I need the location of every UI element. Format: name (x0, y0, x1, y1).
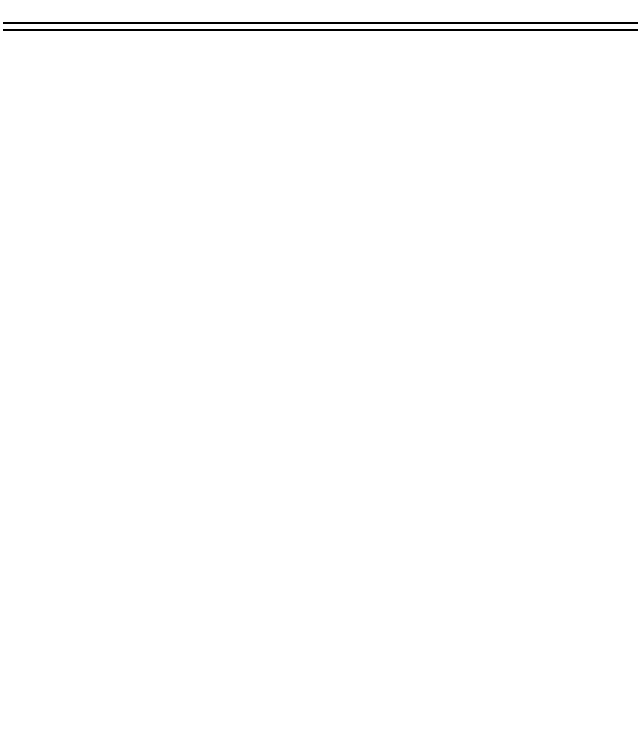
table-page (3, 7, 638, 31)
header-survey-top (79, 26, 119, 27)
table-title (3, 7, 638, 18)
header-group-row (3, 26, 638, 27)
table-header (3, 22, 638, 31)
